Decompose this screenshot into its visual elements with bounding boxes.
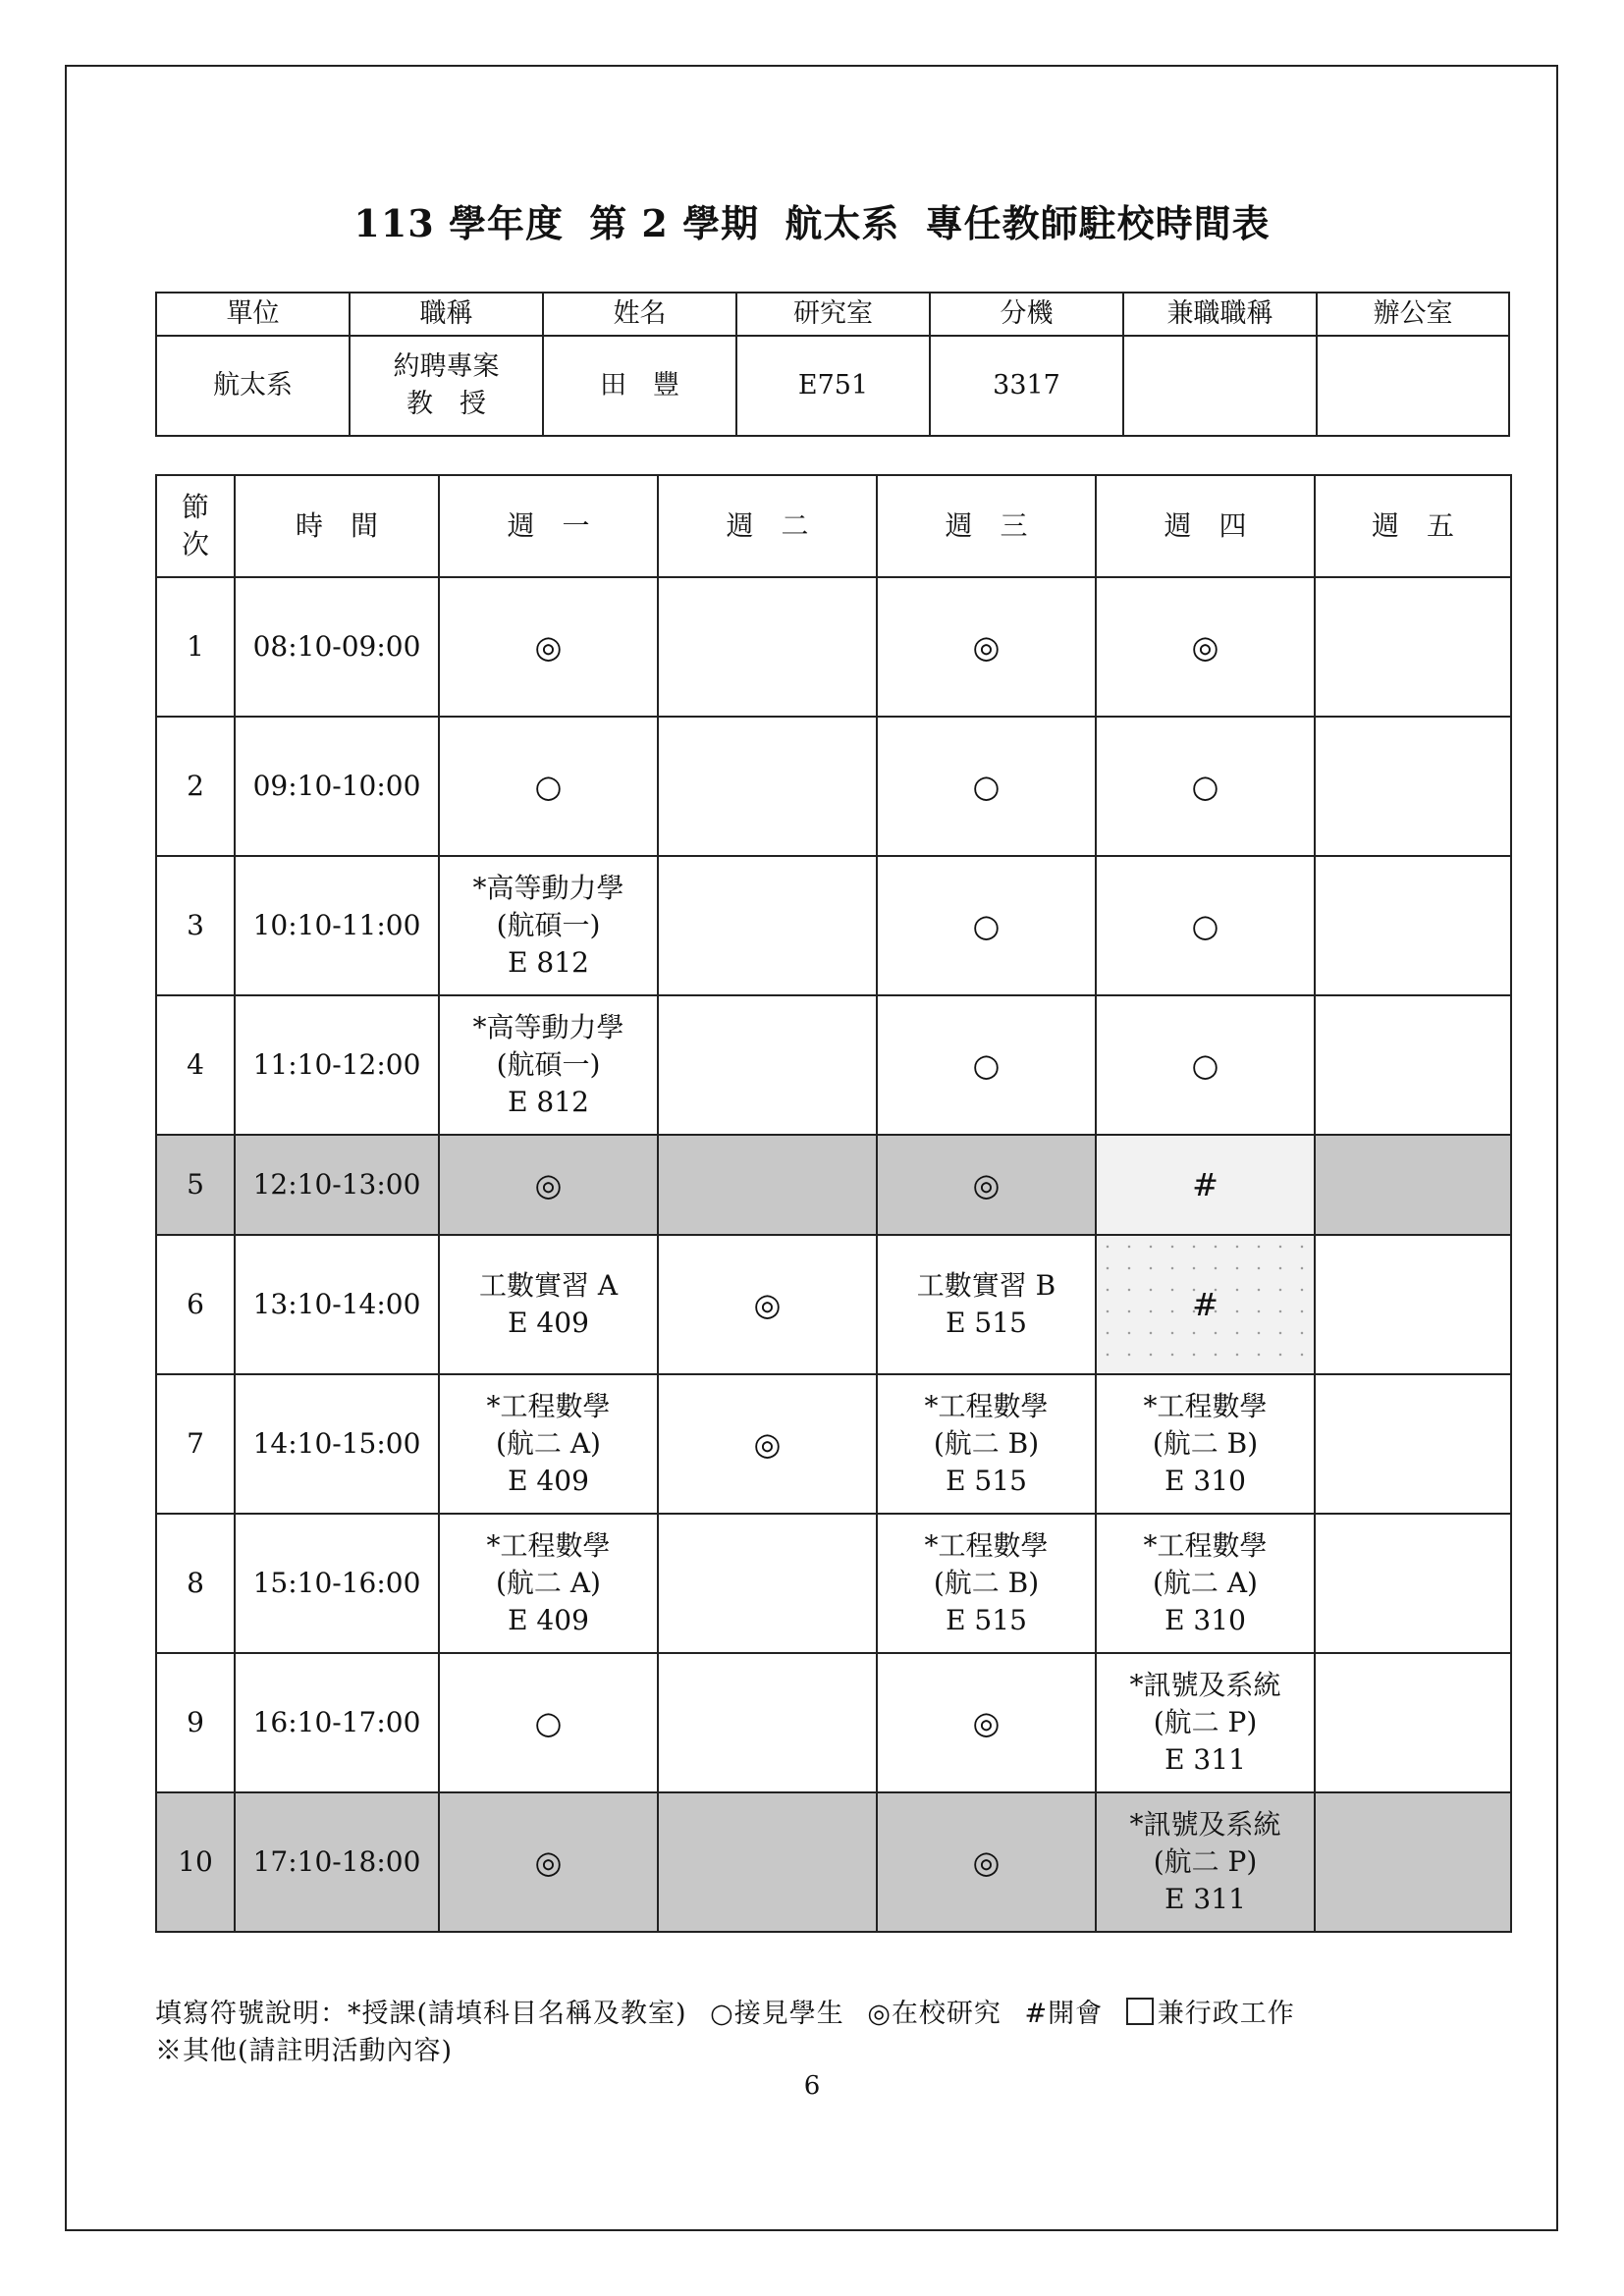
title-name: 專任教師駐校時間表	[925, 201, 1271, 245]
schedule-cell-tue	[658, 1235, 877, 1374]
cell-line: ○	[972, 907, 1001, 944]
schedule-cell-mon	[439, 1653, 658, 1792]
period-number: 4	[156, 995, 235, 1135]
cell-line: E 409	[508, 1465, 589, 1497]
info-office	[1317, 336, 1509, 436]
title-year: 113 學年度	[353, 201, 564, 245]
period-time: 08:10-09:00	[235, 577, 439, 717]
cell-line: E 310	[1164, 1604, 1246, 1636]
table-row	[156, 717, 1511, 856]
cell-line: *工程數學	[924, 1529, 1049, 1562]
schedule-body	[156, 577, 1511, 1932]
cell-line: E 409	[508, 1604, 589, 1636]
schedule-cell-thu	[1096, 995, 1315, 1135]
schedule-cell-wed	[877, 856, 1096, 995]
schedule-cell-fri	[1315, 1374, 1511, 1514]
schedule-cell-mon	[439, 1235, 658, 1374]
header-time: 時 間	[235, 475, 439, 577]
period-number: 9	[156, 1653, 235, 1792]
cell-line: E 515	[946, 1465, 1027, 1497]
cell-line: E 311	[1164, 1883, 1246, 1915]
schedule-cell-thu	[1096, 1135, 1315, 1235]
page-number: 6	[803, 2071, 821, 2101]
cell-line: ○	[1191, 768, 1219, 805]
schedule-cell-thu	[1096, 1514, 1315, 1653]
schedule-cell-mon	[439, 1374, 658, 1514]
table-row	[156, 1374, 1511, 1514]
schedule-cell-fri	[1315, 856, 1511, 995]
schedule-cell-mon	[439, 577, 658, 717]
cell-line: *高等動力學	[472, 1011, 624, 1043]
schedule-cell-thu	[1096, 577, 1315, 717]
period-time: 14:10-15:00	[235, 1374, 439, 1514]
info-unit: 航太系	[156, 336, 350, 436]
schedule-cell-fri	[1315, 1235, 1511, 1374]
cell-line: (航碩一)	[496, 909, 601, 941]
page-title	[0, 193, 1624, 247]
schedule-cell-wed	[877, 1235, 1096, 1374]
cell-line: #	[1192, 1166, 1218, 1203]
checkbox-icon	[1126, 1998, 1154, 2025]
info-header-office: 辦公室	[1317, 293, 1509, 336]
schedule-cell-tue	[658, 1514, 877, 1653]
table-row	[156, 1514, 1511, 1653]
cell-line: (航碩一)	[496, 1048, 601, 1081]
legend-other: ※其他(請註明活動內容)	[155, 2036, 454, 2066]
cell-line: ○	[1191, 1046, 1219, 1084]
cell-line: 工數實習 A	[478, 1269, 619, 1302]
cell-line: ◎	[753, 1286, 782, 1323]
cell-line: E 311	[1164, 1743, 1246, 1776]
schedule-cell-wed	[877, 1653, 1096, 1792]
period-time: 16:10-17:00	[235, 1653, 439, 1792]
cell-line: ◎	[1191, 628, 1219, 666]
cell-line: E 310	[1164, 1465, 1246, 1497]
schedule-cell-fri	[1315, 717, 1511, 856]
cell-line: ◎	[534, 628, 563, 666]
cell-line: ◎	[972, 628, 1001, 666]
teacher-info-table	[155, 292, 1510, 437]
schedule-cell-thu	[1096, 717, 1315, 856]
schedule-cell-thu	[1096, 1653, 1315, 1792]
period-number: 2	[156, 717, 235, 856]
info-position-line2: 教 授	[406, 389, 486, 419]
schedule-cell-tue	[658, 1374, 877, 1514]
schedule-cell-mon	[439, 1514, 658, 1653]
schedule-cell-fri	[1315, 1653, 1511, 1792]
schedule-cell-mon	[439, 1135, 658, 1235]
cell-line: ◎	[534, 1166, 563, 1203]
period-time: 10:10-11:00	[235, 856, 439, 995]
period-number: 10	[156, 1792, 235, 1932]
legend-double-circle: ◎在校研究	[867, 1999, 1001, 2029]
schedule-cell-tue	[658, 1653, 877, 1792]
schedule-cell-wed	[877, 1374, 1096, 1514]
cell-line: *工程數學	[486, 1390, 611, 1422]
table-row	[156, 856, 1511, 995]
info-header-position: 職稱	[350, 293, 543, 336]
cell-line: E 515	[946, 1307, 1027, 1339]
header-period-char2: 次	[181, 528, 209, 561]
info-header-name: 姓名	[543, 293, 736, 336]
info-name: 田 豐	[543, 336, 736, 436]
cell-line: (航二 P)	[1153, 1845, 1258, 1878]
table-row	[156, 995, 1511, 1135]
schedule-cell-thu	[1096, 1792, 1315, 1932]
info-position-line1: 約聘專案	[393, 351, 500, 382]
cell-line: *訊號及系統	[1129, 1669, 1281, 1701]
cell-line: *高等動力學	[472, 872, 624, 904]
legend	[155, 1996, 1510, 2070]
cell-line: *工程數學	[1143, 1529, 1268, 1562]
schedule-cell-tue	[658, 856, 877, 995]
info-header-unit: 單位	[156, 293, 350, 336]
cell-line: ○	[534, 1704, 563, 1741]
schedule-cell-wed	[877, 577, 1096, 717]
schedule-cell-wed	[877, 1514, 1096, 1653]
cell-line: ◎	[972, 1166, 1001, 1203]
cell-line: (航二 P)	[1153, 1706, 1258, 1738]
info-part-time-title	[1123, 336, 1317, 436]
table-row	[156, 1653, 1511, 1792]
legend-intro: 填寫符號說明：*授課(請填科目名稱及教室)	[155, 1999, 687, 2029]
schedule-cell-thu	[1096, 1235, 1315, 1374]
header-wed: 週 三	[877, 475, 1096, 577]
period-time: 12:10-13:00	[235, 1135, 439, 1235]
period-time: 13:10-14:00	[235, 1235, 439, 1374]
header-period	[156, 475, 235, 577]
schedule-cell-fri	[1315, 1135, 1511, 1235]
cell-line: *工程數學	[924, 1390, 1049, 1422]
cell-line: (航二 B)	[933, 1427, 1040, 1460]
header-thu: 週 四	[1096, 475, 1315, 577]
cell-line: ○	[534, 768, 563, 805]
info-header-part-time: 兼職職稱	[1123, 293, 1317, 336]
cell-line: #	[1192, 1286, 1218, 1323]
schedule-cell-fri	[1315, 1514, 1511, 1653]
table-row	[156, 1792, 1511, 1932]
cell-line: E 812	[508, 1086, 589, 1118]
schedule-cell-fri	[1315, 577, 1511, 717]
info-header-lab: 研究室	[736, 293, 930, 336]
header-mon: 週 一	[439, 475, 658, 577]
schedule-cell-tue	[658, 577, 877, 717]
schedule-cell-mon	[439, 856, 658, 995]
header-tue: 週 二	[658, 475, 877, 577]
cell-line: *訊號及系統	[1129, 1808, 1281, 1841]
cell-line: *工程數學	[1143, 1390, 1268, 1422]
legend-admin	[1126, 1999, 1295, 2029]
info-header-row	[156, 293, 1509, 336]
cell-line: ◎	[534, 1843, 563, 1881]
title-dept: 航太系	[785, 201, 900, 245]
schedule-cell-tue	[658, 995, 877, 1135]
schedule-header-row	[156, 475, 1511, 577]
schedule-cell-tue	[658, 717, 877, 856]
legend-circle: ○接見學生	[710, 1999, 844, 2029]
schedule-cell-fri	[1315, 1792, 1511, 1932]
period-number: 6	[156, 1235, 235, 1374]
cell-line: E 812	[508, 946, 589, 979]
cell-line: ◎	[972, 1843, 1001, 1881]
cell-line: (航二 B)	[1152, 1427, 1259, 1460]
info-value-row	[156, 336, 1509, 436]
schedule-cell-wed	[877, 717, 1096, 856]
cell-line: ○	[972, 768, 1001, 805]
header-fri: 週 五	[1315, 475, 1511, 577]
period-time: 09:10-10:00	[235, 717, 439, 856]
schedule-cell-mon	[439, 995, 658, 1135]
schedule-cell-wed	[877, 1792, 1096, 1932]
cell-line: E 409	[508, 1307, 589, 1339]
schedule-cell-mon	[439, 717, 658, 856]
period-time: 11:10-12:00	[235, 995, 439, 1135]
table-row	[156, 577, 1511, 717]
legend-line1	[155, 1996, 1510, 2033]
cell-line: 工數實習 B	[916, 1269, 1056, 1302]
info-lab: E751	[736, 336, 930, 436]
cell-line: ○	[972, 1046, 1001, 1084]
cell-line: (航二 B)	[933, 1567, 1040, 1599]
schedule-table	[155, 474, 1512, 1933]
period-number: 5	[156, 1135, 235, 1235]
schedule-cell-wed	[877, 1135, 1096, 1235]
title-semester: 第 2 學期	[589, 201, 760, 245]
table-row	[156, 1135, 1511, 1235]
schedule-cell-mon	[439, 1792, 658, 1932]
legend-hash: #開會	[1024, 1999, 1104, 2029]
period-number: 3	[156, 856, 235, 995]
info-header-ext: 分機	[930, 293, 1123, 336]
period-time: 17:10-18:00	[235, 1792, 439, 1932]
cell-line: (航二 A)	[496, 1427, 601, 1460]
cell-line: *工程數學	[486, 1529, 611, 1562]
cell-line: (航二 A)	[496, 1567, 601, 1599]
schedule-cell-tue	[658, 1792, 877, 1932]
header-period-char1: 節	[181, 491, 209, 523]
table-row	[156, 1235, 1511, 1374]
schedule-cell-thu	[1096, 856, 1315, 995]
cell-line: E 515	[946, 1604, 1027, 1636]
cell-line: (航二 A)	[1153, 1567, 1258, 1599]
period-number: 8	[156, 1514, 235, 1653]
info-ext: 3317	[930, 336, 1123, 436]
schedule-cell-tue	[658, 1135, 877, 1235]
schedule-cell-fri	[1315, 995, 1511, 1135]
cell-line: ◎	[753, 1425, 782, 1463]
period-number: 1	[156, 577, 235, 717]
info-position	[350, 336, 543, 436]
period-time: 15:10-16:00	[235, 1514, 439, 1653]
legend-admin-text: 兼行政工作	[1157, 1999, 1295, 2029]
cell-line: ○	[1191, 907, 1219, 944]
schedule-cell-wed	[877, 995, 1096, 1135]
schedule-cell-thu	[1096, 1374, 1315, 1514]
cell-line: ◎	[972, 1704, 1001, 1741]
period-number: 7	[156, 1374, 235, 1514]
